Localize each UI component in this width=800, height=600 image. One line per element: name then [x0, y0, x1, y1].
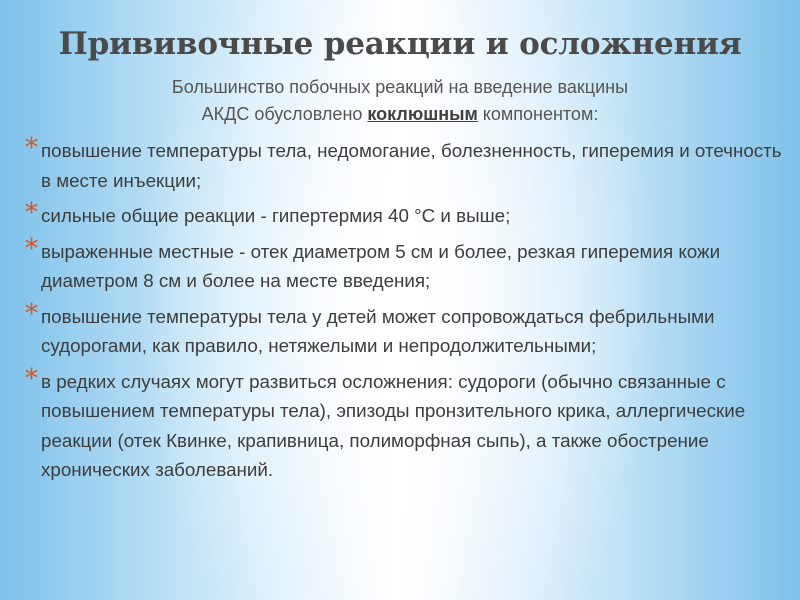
list-item — [25, 363, 785, 485]
bullet-list — [25, 133, 785, 491]
asterisk-bullet-icon: * — [25, 133, 38, 163]
asterisk-bullet-icon: * — [25, 298, 38, 329]
intro-text — [0, 74, 800, 128]
list-item — [25, 298, 785, 361]
intro-text-after: компонентом: — [477, 104, 599, 124]
list-item-text: выраженные местные - отек диаметром 5 см и более, резкая гиперемия кожи диаметром 8 см и более на месте введения; — [41, 240, 721, 291]
list-item — [25, 198, 785, 231]
list-item-text: повышение температуры тела, недомогание, болезненность, гиперемия и отечность в месте инъекции; — [41, 140, 782, 191]
asterisk-bullet-icon: * — [25, 363, 38, 394]
list-item-text: в редких случаях могут развиться осложнения: судороги (обычно связанные с повышением температуры тела), эпизоды пронзительного крика, аллергические реакции (отек Квинке, крапивница, полиморфная сыпь), а также обострение хронических заболеваний. — [41, 370, 746, 480]
slide-title: Прививочные реакции и осложнения — [58, 26, 742, 62]
asterisk-bullet-icon: * — [25, 233, 38, 264]
asterisk-bullet-icon: * — [25, 198, 38, 228]
intro-text-before: АКДС обусловлено — [201, 104, 368, 124]
intro-emphasis: коклюшным — [367, 104, 478, 124]
list-item-text: сильные общие реакции - гипертермия 40 °С и выше; — [41, 205, 511, 226]
list-item-text: повышение температуры тела у детей может сопровождаться фебрильными судорогами, как правило, нетяжелыми и непродолжительными; — [41, 305, 715, 356]
intro-line-2 — [0, 101, 800, 128]
intro-line-1: Большинство побочных реакций на введение вакцины — [171, 77, 629, 97]
list-item — [25, 233, 785, 296]
list-item — [25, 133, 785, 195]
